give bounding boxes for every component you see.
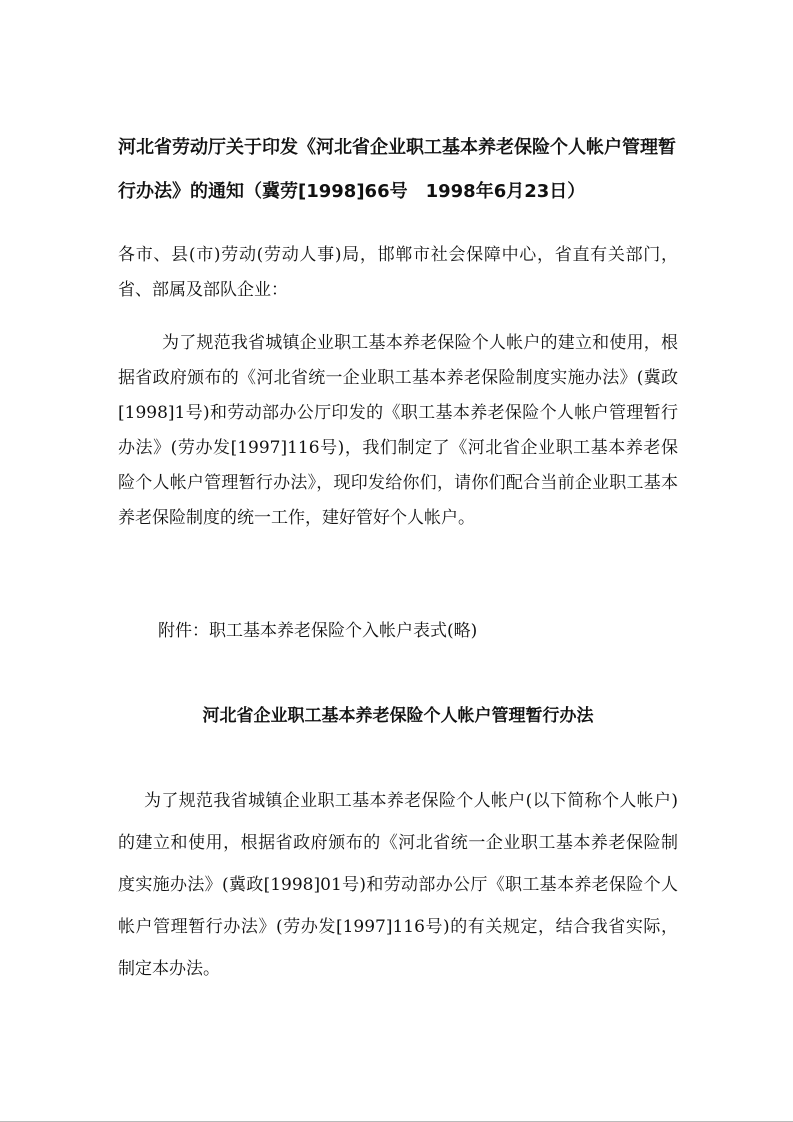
notice-paragraph: 为了规范我省城镇企业职工基本养老保险个人帐户的建立和使用，根据省政府颁布的《河北省统一企业职工基本养老保险制度实施办法》(冀政[1998]1号)和劳动部办公厅印发的《职工基本养老保险个人帐户管理暂行办法》(劳办发[1997]116号)，我们制定了《河北省企业职工基本养老保险个人帐户管理暂行办法》，现印发给你们，请你们配合当前企业职工基本养老保险制度的统一工作，建好管好个人帐户。 <box>118 333 678 528</box>
regulation-intro-paragraph: 为了规范我省城镇企业职工基本养老保险个人帐户(以下简称个人帐户)的建立和使用，根据省政府颁布的《河北省统一企业职工基本养老保险制度实施办法》(冀政[1998]01号)和劳动部办公厅《职工基本养老保险个人帐户管理暂行办法》(劳办发[1997]116号)的有关规定，结合我省实际，制定本办法。 <box>118 791 678 979</box>
notice-title: 河北省劳动厅关于印发《河北省企业职工基本养老保险个人帐户管理暂行办法》的通知（冀劳[1998]66号 1998年6月23日） <box>118 137 676 202</box>
addressee-line: 各市、县(市)劳动(劳动人事)局，邯郸市社会保障中心，省直有关部门，省、部属及部队企业： <box>118 245 678 300</box>
attachment-note: 附件：职工基本养老保险个入帐户表式(略) <box>158 621 478 641</box>
regulation-title: 河北省企业职工基本养老保险个人帐户管理暂行办法 <box>202 706 594 726</box>
